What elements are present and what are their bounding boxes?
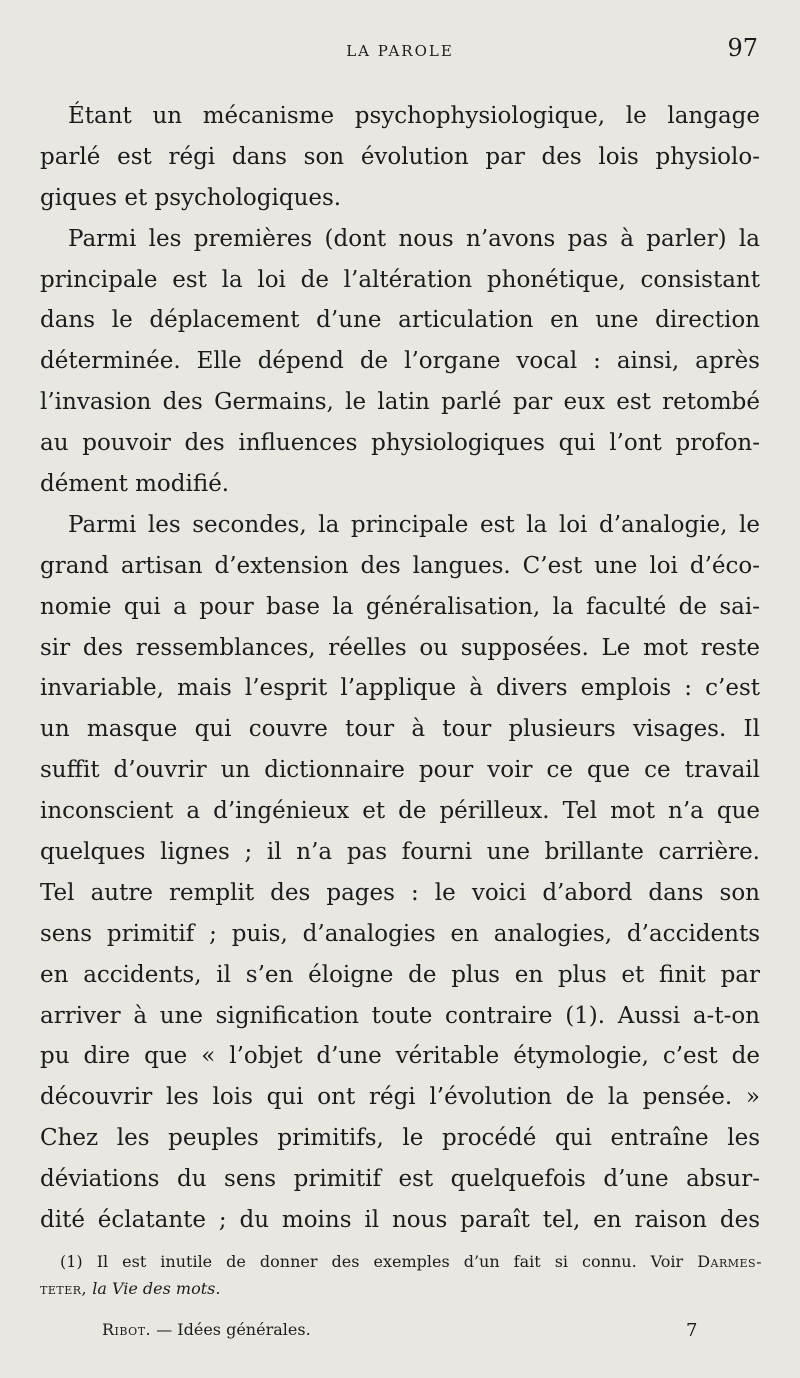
body-text — [40, 96, 760, 1241]
text-line: en accidents, il s’en éloigne de plus en plus et finit par — [40, 961, 760, 988]
running-title: LA PAROLE — [346, 42, 454, 60]
text-line: arriver à une signification toute contraire (1). Aussi a-t-on — [40, 1002, 760, 1029]
footnote-text: (1) Il est inutile de donner des exemples d’un fait si connu. Voir — [60, 1252, 684, 1271]
text-line: quelques lignes ; il n’a pas fourni une brillante carrière. — [40, 839, 760, 866]
text-line: découvrir les lois qui ont régi l’évolution de la pensée. » — [40, 1084, 760, 1111]
footnote-author-part1: Darmes- — [697, 1252, 762, 1271]
text-line: un masque qui couvre tour à tour plusieurs visages. Il — [40, 716, 760, 743]
text-line: Étant un mécanisme psychophysiologique, le langage — [68, 103, 760, 129]
text-line: Chez les peuples primitifs, le procédé qui entraîne les — [40, 1125, 760, 1152]
text-line: dité éclatante ; du moins il nous paraît tel, en raison des — [40, 1207, 760, 1234]
text-line: parlé est régi dans son évolution par des lois physiolo- — [40, 143, 760, 170]
footnote-line — [40, 1275, 762, 1302]
text-line: principale est la loi de l’altération phonétique, consistant — [40, 266, 760, 293]
text-line: inconscient a d’ingénieux et de périlleux. Tel mot n’a que — [40, 798, 760, 825]
text-line: Parmi les premières (dont nous n’avons pas à parler) la — [68, 225, 760, 252]
text-line: sens primitif ; puis, d’analogies en analogies, d’accidents — [40, 920, 760, 947]
footnote-author-part2: teter, — [40, 1279, 88, 1298]
text-line: Tel autre remplit des pages : le voici d’abord dans son — [40, 879, 760, 906]
text-line: invariable, mais l’esprit l’applique à divers emplois : c’est — [40, 675, 760, 702]
text-line: dément modifié. — [40, 471, 230, 498]
text-line: Parmi les secondes, la principale est la loi d’analogie, le — [68, 511, 760, 538]
text-line: sir des ressemblances, réelles ou supposées. Le mot reste — [40, 634, 760, 661]
page-number: 97 — [727, 34, 758, 62]
footnote — [40, 1248, 762, 1302]
text-line: nomie qui a pour base la généralisation, la faculté de sai- — [40, 593, 760, 620]
text-line: giques et psychologiques. — [40, 184, 342, 211]
text-line: déviations du sens primitif est quelquefois d’une absur- — [40, 1166, 760, 1193]
printer-signature — [102, 1320, 311, 1339]
footnote-book-title: la Vie des mots. — [92, 1279, 221, 1298]
text-line: déterminée. Elle dépend de l’organe vocal : ainsi, après — [40, 348, 760, 375]
text-line: grand artisan d’extension des langues. C’est une loi d’éco- — [40, 552, 760, 579]
text-line: suffit d’ouvrir un dictionnaire pour voir ce que ce travail — [40, 757, 760, 784]
text-line: l’invasion des Germains, le latin parlé par eux est retombé — [40, 389, 760, 416]
signature-text: — Idées générales. — [151, 1320, 311, 1339]
text-line: au pouvoir des influences physiologiques qui l’ont profon- — [40, 430, 760, 457]
signature-author: Ribot. — [102, 1320, 152, 1339]
text-line: dans le déplacement d’une articulation en une direction — [40, 307, 760, 334]
text-line: pu dire que « l’objet d’une véritable étymologie, c’est de — [40, 1043, 760, 1070]
footnote-line — [40, 1248, 762, 1275]
signature-mark: 7 — [686, 1320, 698, 1341]
